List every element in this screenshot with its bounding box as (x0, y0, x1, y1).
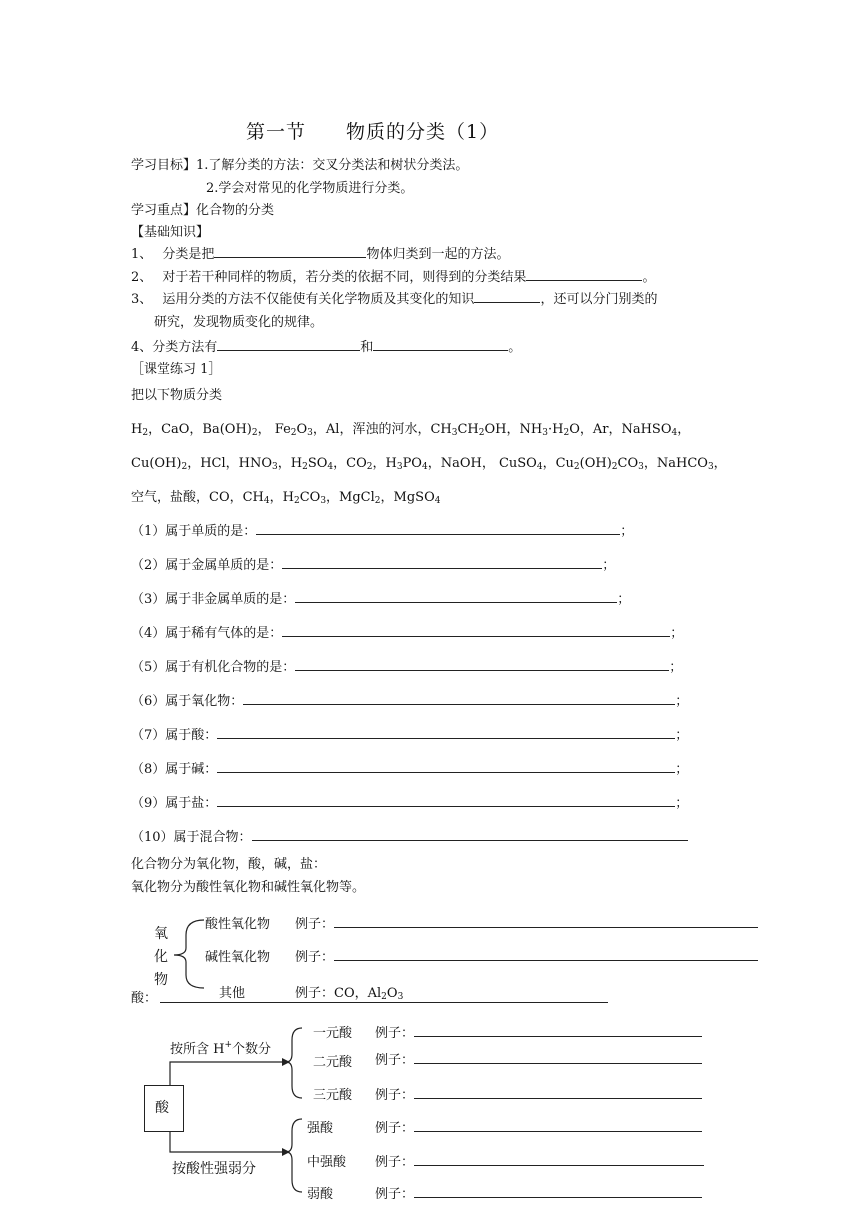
question-text: 对于若干种同样的物质，若分类的依据不同，则得到的分类结果 (162, 270, 527, 285)
label-text: 按所含 H (170, 1042, 225, 1057)
basic-heading: 【基础知识】 (131, 225, 210, 240)
formula-subscript: 2 (563, 428, 570, 438)
formula-subscript: 2 (611, 462, 618, 472)
answer-blank[interactable] (414, 1185, 702, 1198)
formula-subscript: 3 (451, 428, 458, 438)
example-label: 例子： (375, 1088, 415, 1103)
oxide-root-char: 物 (154, 972, 168, 988)
brace-by-h (286, 1028, 302, 1098)
oxide-branch-acidic: 酸性氧化物 (205, 917, 271, 932)
brace-by-strength (286, 1119, 302, 1192)
question-end: ； (602, 558, 616, 573)
example-label: 例子： (375, 1026, 415, 1041)
acid-label: 酸： (131, 991, 158, 1006)
formula-subscript: 2 (366, 462, 373, 472)
compound-note-1: 化合物分为氧化物，酸，碱，盐： (131, 857, 327, 872)
oxide-branch-basic: 碱性氧化物 (205, 950, 271, 965)
answer-blank[interactable] (414, 1153, 704, 1166)
key-point-label: 学习重点】 (131, 203, 197, 218)
formula-subscript: 3 (542, 428, 548, 438)
acid-example-di (375, 1049, 702, 1068)
formula-text: ， (677, 422, 691, 437)
formula-text: ，H (277, 456, 303, 471)
question-text-mid: 和 (360, 340, 374, 355)
acid-type-mono: 一元酸 (313, 1026, 353, 1041)
objective-1: 1.了解分类的方法：交叉分类法和树状分类法。 (196, 158, 469, 173)
formula-text: ·H (547, 422, 564, 437)
acid-type-medium: 中强酸 (307, 1155, 347, 1170)
question-end: ； (675, 694, 689, 709)
formula-text: SO (307, 456, 328, 471)
example-text: 例子：CO，Al (295, 986, 382, 1001)
subscript: 3 (397, 992, 404, 1002)
question-number: 1、 (131, 247, 153, 262)
question-label: （2）属于金属单质的是： (131, 558, 283, 573)
formula-subscript: 3 (396, 462, 403, 472)
question-label: （5）属于有机化合物的是： (131, 660, 296, 675)
formula-text: CH (457, 422, 479, 437)
answer-blank[interactable] (414, 1024, 702, 1037)
formula-text: ，NaOH， CuSO (427, 456, 537, 471)
acid-example-weak (375, 1183, 702, 1202)
acid-type-strong: 强酸 (307, 1121, 334, 1136)
example-label: 例子： (375, 1187, 415, 1202)
formula-subscript: 4 (421, 462, 428, 472)
formula-text: H (131, 422, 143, 437)
basic-question-3-cont: 研究，发现物质变化的规律。 (154, 315, 324, 330)
answer-blank[interactable] (414, 1086, 702, 1099)
answer-blank[interactable] (414, 1051, 702, 1064)
oxide-brace (174, 920, 204, 988)
compound-note-2: 氧化物分为酸性氧化物和碱性氧化物等。 (131, 880, 366, 895)
superscript: + (224, 1040, 233, 1050)
question-label: （1）属于单质的是： (131, 524, 257, 539)
acid-type-weak: 弱酸 (307, 1187, 334, 1202)
formula-text: O，Ar，NaHSO (569, 422, 672, 437)
question-text: 分类是把 (162, 247, 215, 262)
formula-subscript: 4 (536, 462, 543, 472)
question-label: （3）属于非金属单质的是： (131, 592, 296, 607)
acid-root-label: 酸 (155, 1100, 169, 1116)
label-text: 个数分 (232, 1042, 272, 1057)
question-end: ； (670, 626, 684, 641)
arrow-by-h (170, 1062, 284, 1085)
acid-by-h-label (170, 1038, 271, 1057)
formula-text: OH，NH (484, 422, 543, 437)
question-text: 4、分类方法有 (131, 340, 218, 355)
example-label: 例子： (375, 1155, 415, 1170)
formula-text: CO (299, 490, 321, 505)
formula-text: ，MgSO (380, 490, 435, 505)
question-text-end: 。 (508, 340, 522, 355)
question-label: （4）属于稀有气体的是： (131, 626, 283, 641)
arrow-by-strength (170, 1130, 284, 1152)
question-label: （7）属于酸： (131, 728, 218, 743)
formula-text: ，MgCl (326, 490, 375, 505)
formula-text: 空气，盐酸，CO，CH (131, 490, 264, 505)
formula-subscript: 2 (293, 496, 300, 506)
question-number: 3、 (131, 292, 153, 307)
oxide-example-basic (295, 946, 758, 965)
acid-type-tri: 三元酸 (313, 1088, 353, 1103)
formula-subscript: 3 (638, 462, 644, 472)
practice-intro: 把以下物质分类 (131, 388, 223, 403)
formula-text: ，CO (333, 456, 367, 471)
formula-text: Cu(OH) (131, 456, 182, 471)
acid-answer-line[interactable] (160, 1002, 608, 1003)
question-label: （6）属于氧化物： (131, 694, 244, 709)
practice-heading: ［课堂练习 1］ (131, 362, 222, 377)
question-end: ； (675, 728, 689, 743)
formula-subscript: 2 (142, 428, 149, 438)
formula-text: ， (713, 456, 727, 471)
question-text: 运用分类的方法不仅能使有关化学物质及其变化的知识 (162, 292, 475, 307)
formula-subscript: 3 (707, 462, 714, 472)
formula-subscript: 2 (478, 428, 485, 438)
example-label: 例子： (375, 1053, 415, 1068)
answer-blank[interactable] (414, 1119, 702, 1132)
question-label: （10）属于混合物： (131, 830, 252, 845)
question-text-end: 。 (642, 270, 656, 285)
question-end: ； (675, 762, 689, 777)
formula-subscript: 3 (307, 428, 313, 438)
question-number: 2、 (131, 270, 153, 285)
key-point-text: 化合物的分类 (196, 203, 275, 218)
question-end: ； (669, 660, 683, 675)
formula-text: O (296, 422, 308, 437)
formula-text: CO (617, 456, 639, 471)
acid-example-strong (375, 1117, 702, 1136)
question-text-end: ，还可以分门别类的 (540, 292, 658, 307)
formula-subscript: 3 (320, 496, 327, 506)
formula-subscript: 4 (434, 496, 441, 506)
formula-text: ，HCl，HNO (187, 456, 273, 471)
answer-blank[interactable] (334, 915, 758, 928)
oxide-root-char: 氧 (154, 926, 168, 942)
example-text: O (386, 986, 398, 1001)
acid-by-strength-label: 按酸性强弱分 (172, 1161, 256, 1177)
acid-type-di: 二元酸 (313, 1055, 353, 1070)
acid-example-medium (375, 1151, 704, 1170)
example-label: 例子： (375, 1121, 415, 1136)
question-end: ； (675, 796, 689, 811)
oxide-root-char: 化 (154, 949, 168, 965)
formula-subscript: 3 (272, 462, 278, 472)
formula-subscript: 2 (302, 462, 308, 472)
formula-text: PO (402, 456, 422, 471)
acid-example-mono (375, 1022, 702, 1041)
formula-text: ，CaO，Ba(OH) (148, 422, 252, 437)
answer-blank[interactable] (334, 948, 758, 961)
formula-subscript: 4 (263, 496, 270, 506)
question-end: ； (617, 592, 631, 607)
oxide-example-other (295, 982, 403, 1001)
question-end: ； (620, 524, 634, 539)
example-label: 例子： (295, 950, 335, 965)
acid-example-tri (375, 1084, 702, 1103)
objectives-label: 学习目标】 (131, 158, 197, 173)
formula-subscript: 4 (671, 428, 678, 438)
question-label: （9）属于盐： (131, 796, 218, 811)
formula-text: ，NaHCO (643, 456, 708, 471)
formula-text: ，Cu (542, 456, 574, 471)
formula-subscript: 2 (251, 428, 258, 438)
oxide-example-acidic (295, 913, 758, 932)
formula-subscript: 4 (327, 462, 334, 472)
formula-text: ， Fe (257, 422, 291, 437)
formula-text: (OH) (579, 456, 612, 471)
page-title: 第一节 物质的分类（1） (246, 121, 500, 143)
formula-subscript: 2 (290, 428, 297, 438)
formula-subscript: 2 (181, 462, 188, 472)
example-label: 例子： (295, 917, 335, 932)
formula-text: ，Al，浑浊的河水，CH (312, 422, 452, 437)
oxide-branch-other: 其他 (219, 986, 246, 1001)
question-text-end: 物体归类到一起的方法。 (366, 247, 510, 262)
formula-text: ，H (269, 490, 294, 505)
question-label: （8）属于碱： (131, 762, 218, 777)
objective-2: 2.学会对常见的化学物质进行分类。 (206, 181, 414, 196)
formula-text: ，H (372, 456, 397, 471)
formula-subscript: 2 (374, 496, 381, 506)
subscript: 2 (381, 992, 387, 1002)
formula-subscript: 2 (573, 462, 580, 472)
